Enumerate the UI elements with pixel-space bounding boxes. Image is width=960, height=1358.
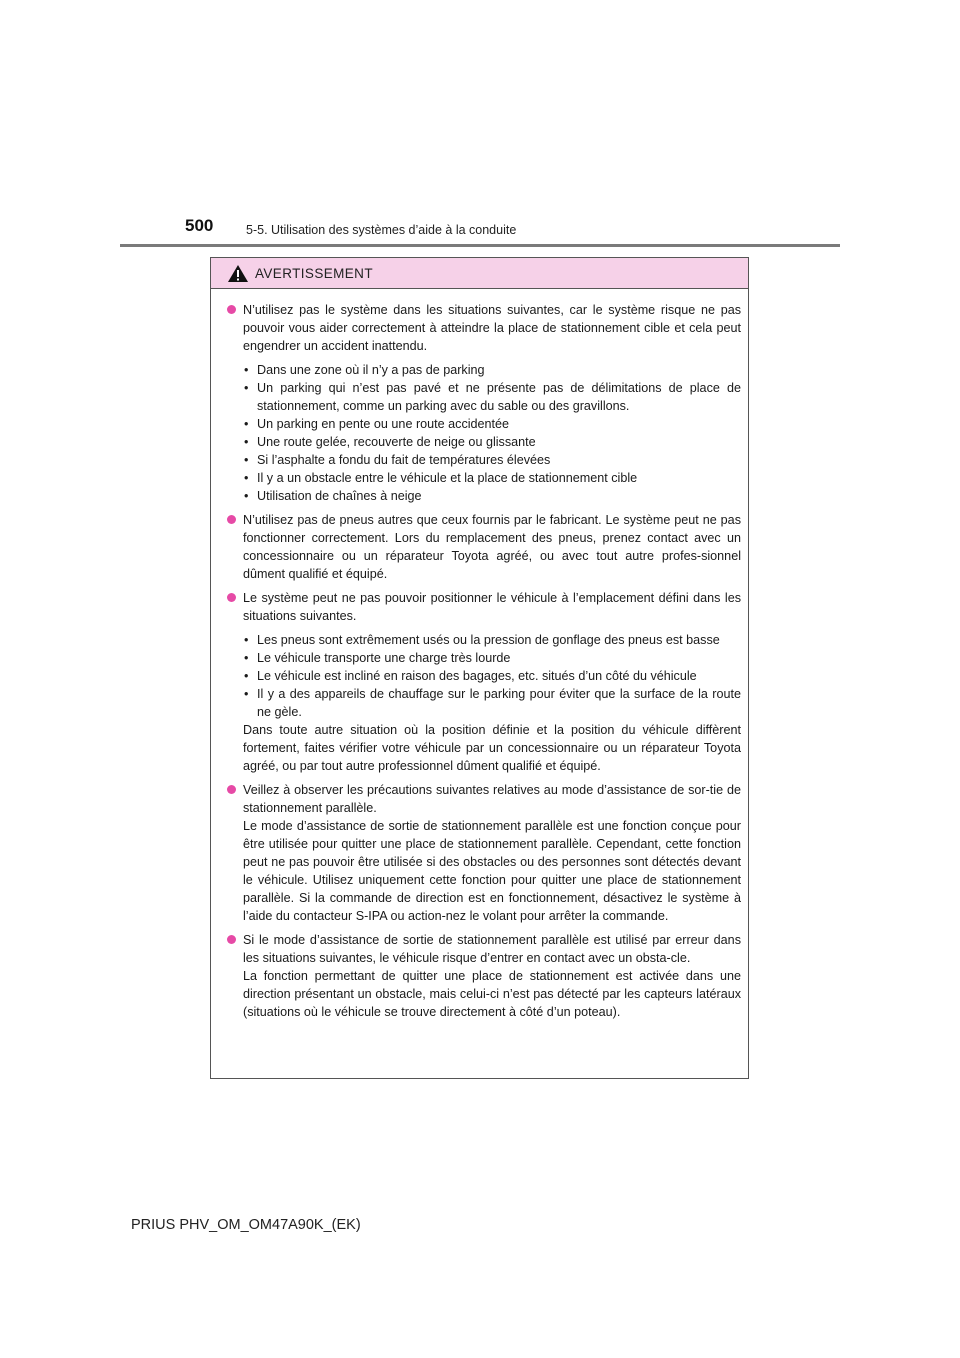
page-number: 500 <box>185 216 214 235</box>
sub-list-item: • Le véhicule transporte une charge très lourde <box>243 649 741 667</box>
sub-list-item: • Une route gelée, recouverte de neige ou glissante <box>243 433 741 451</box>
warning-item <box>227 589 741 775</box>
warning-box <box>210 257 749 1079</box>
warning-item-text: Si le mode d’assistance de sortie de stationnement parallèle est utilisé par erreur dans les situations suivantes, le véhicule risque d’entrer en contact avec un obsta-cle. <box>243 933 741 965</box>
warning-item-text: Le système peut ne pas pouvoir positionner le véhicule à l’emplacement défini dans les situations suivantes. <box>243 591 741 623</box>
sub-list <box>243 631 741 721</box>
bullet-dot-icon <box>227 305 236 314</box>
bullet-dot-icon <box>227 785 236 794</box>
sub-list-item: • Si l’asphalte a fondu du fait de températures élevées <box>243 451 741 469</box>
sub-list-item: • Un parking en pente ou une route accidentée <box>243 415 741 433</box>
header-divider <box>120 244 840 247</box>
warning-title: AVERTISSEMENT <box>255 265 373 281</box>
warning-item <box>227 931 741 1021</box>
sub-list-item: • Il y a des appareils de chauffage sur le parking pour éviter que la surface de la route ne gèle. <box>243 685 741 721</box>
warning-item-note: Dans toute autre situation où la position définie et la position du véhicule diffèrent fortement, faites vérifier votre véhicule par un concessionnaire ou un réparateur Toyota agréé, ou par tout autre professionnel dûment qualifié et équipé. <box>243 723 741 773</box>
section-title: 5-5. Utilisation des systèmes d’aide à la conduite <box>246 223 517 237</box>
sub-list-item: • Les pneus sont extrêmement usés ou la pression de gonflage des pneus est basse <box>243 631 741 649</box>
warning-item <box>227 781 741 925</box>
warning-header <box>211 258 748 289</box>
warning-item <box>227 511 741 583</box>
sub-list <box>243 361 741 505</box>
warning-item-text: N’utilisez pas de pneus autres que ceux fournis par le fabricant. Le système peut ne pas fonctionner correctement. Lors du remplacement des pneus, prenez contact avec un concessionnaire ou un réparateur Toyota agréé, ou avec tout autre profes-sionnel dûment qualifié et équipé. <box>243 513 741 581</box>
sub-list-item: • Utilisation de chaînes à neige <box>243 487 741 505</box>
bullet-dot-icon <box>227 515 236 524</box>
sub-list-item: • Il y a un obstacle entre le véhicule et la place de stationnement cible <box>243 469 741 487</box>
warning-triangle-icon <box>227 264 249 283</box>
warning-item-note: Le mode d’assistance de sortie de stationnement parallèle est une fonction conçue pour être utilisée pour quitter une place de stationnement parallèle. Cependant, cette fonction peut ne pas pouvoir être utilisée si des obstacles ou des personnes sont détectés devant le véhicule. Utilisez uniquement cette fonction pour quitter une place de stationnement parallèle. Si la commande de direction est en fonctionnement, désactivez le système à l’aide du contacteur S-IPA ou action-nez le volant pour arrêter la commande. <box>243 819 741 923</box>
bullet-dot-icon <box>227 593 236 602</box>
warning-item <box>227 301 741 505</box>
sub-list-item: • Dans une zone où il n’y a pas de parking <box>243 361 741 379</box>
warning-item-text: N’utilisez pas le système dans les situations suivantes, car le système risque ne pas pouvoir vous aider correctement à atteindre la place de stationnement cible et cela peut engendrer un accident inattendu. <box>243 303 741 353</box>
document-id: PRIUS PHV_OM_OM47A90K_(EK) <box>131 1217 361 1233</box>
warning-item-text: Veillez à observer les précautions suivantes relatives au mode d’assistance de sor-tie de stationnement parallèle. <box>243 783 741 815</box>
sub-list-item: • Le véhicule est incliné en raison des bagages, etc. situés d’un côté du véhicule <box>243 667 741 685</box>
sub-list-item: • Un parking qui n’est pas pavé et ne présente pas de délimitations de place de stationnement, comme un parking avec du sable ou des gravillons. <box>243 379 741 415</box>
warning-item-note: La fonction permettant de quitter une place de stationnement est activée dans une direction présentant un obstacle, mais celui-ci n’est pas détecté par les capteurs latéraux (situations où le véhicule se trouve directement à côté d’un poteau). <box>243 969 741 1019</box>
bullet-dot-icon <box>227 935 236 944</box>
warning-body <box>211 289 748 1021</box>
